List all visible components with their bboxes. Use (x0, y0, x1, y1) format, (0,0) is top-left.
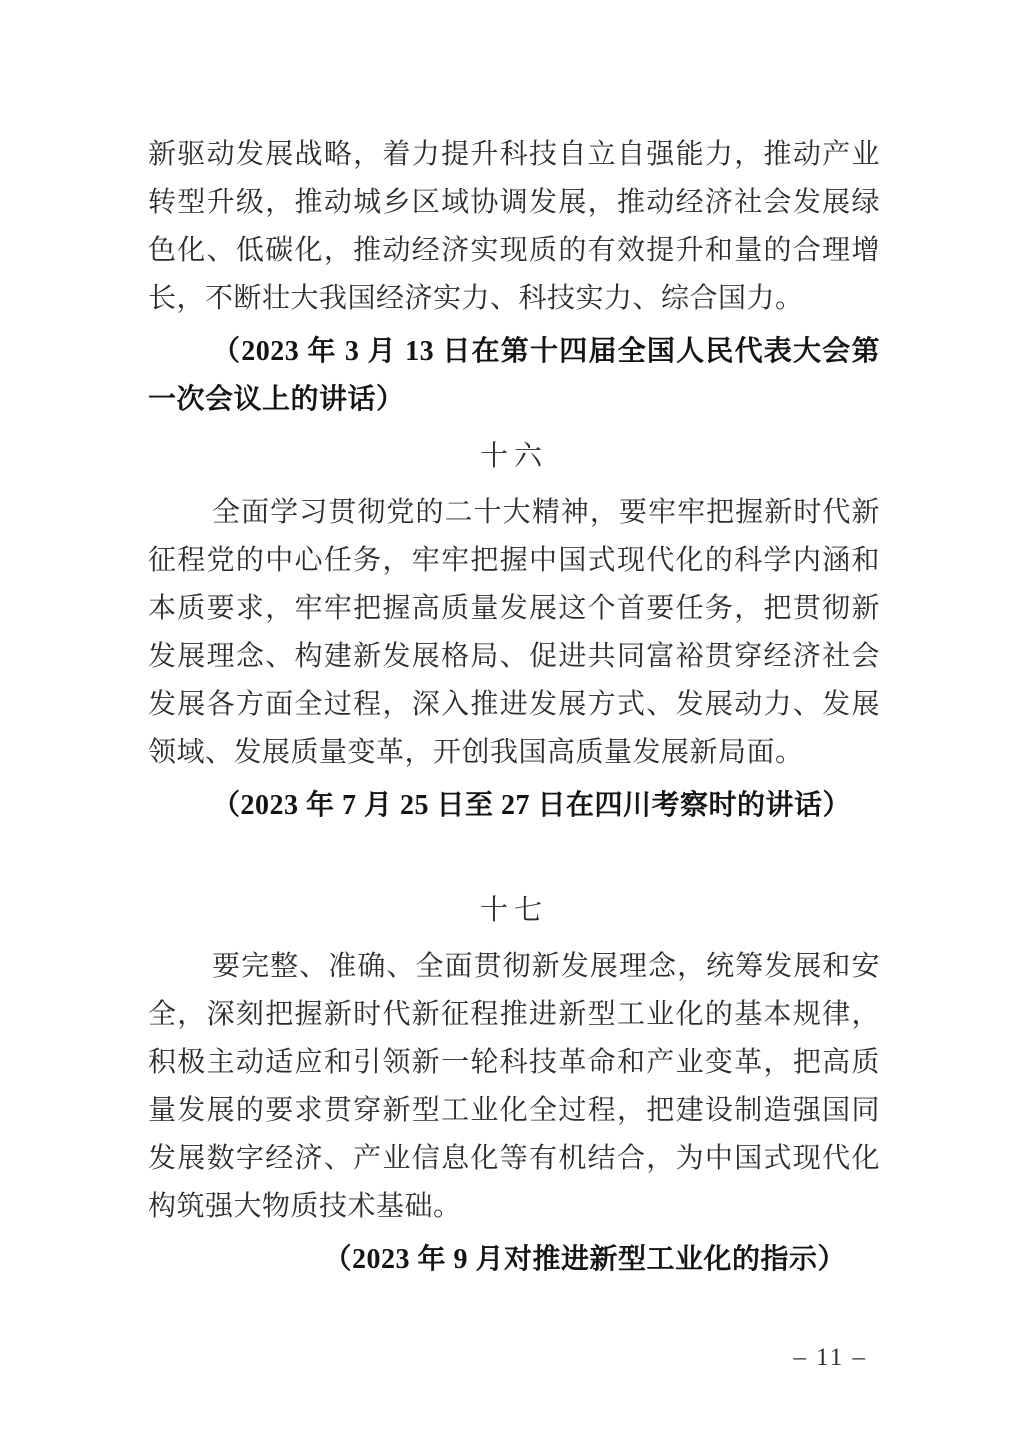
paragraph-section-16: 全面学习贯彻党的二十大精神，要牢牢把握新时代新征程党的中心任务，牢牢把握中国式现代化的科学内涵和本质要求，牢牢把握高质量发展这个首要任务，把贯彻新发展理念、构建新发展格局、促进共同富裕贯穿经济社会发展各方面全过程，深入推进发展方式、发展动力、发展领域、发展质量变革，开创我国高质量发展新局面。 (148, 497, 880, 768)
paragraph-continued: 新驱动发展战略，着力提升科技自立自强能力，推动产业转型升级，推动城乡区域协调发展，推动经济社会发展绿色化、低碳化，推动经济实现质的有效提升和量的合理增长，不断壮大我国经济实力、科技实力、综合国力。 (148, 139, 880, 314)
section-header-17: 十七 (479, 895, 548, 926)
blank-line-spacer (148, 830, 880, 878)
citation-sichuan-speech: （2023 年 7 月 25 日至 27 日在四川考察时的讲话） (212, 790, 852, 821)
section-header-16: 十六 (479, 441, 548, 472)
citation-industrialization-directive: （2023 年 9 月对推进新型工业化的指示） (323, 1244, 846, 1275)
text-block (148, 131, 880, 1284)
citation-npc-speech: （2023 年 3 月 13 日在第十四届全国人民代表大会第一次会议上的讲话） (148, 336, 880, 415)
paragraph-section-17: 要完整、准确、全面贯彻新发展理念，统筹发展和安全，深刻把握新时代新征程推进新型工业化的基本规律，积极主动适应和引领新一轮科技革命和产业变革，把高质量发展的要求贯穿新型工业化全过程，把建设制造强国同发展数字经济、产业信息化等有机结合，为中国式现代化构筑强大物质技术基础。 (148, 951, 880, 1222)
page-number: – 11 – (793, 1344, 867, 1371)
